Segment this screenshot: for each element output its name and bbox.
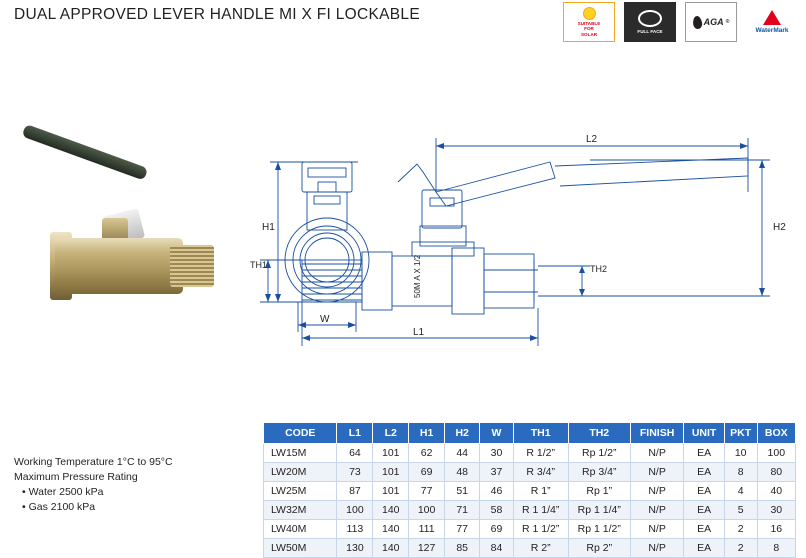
label-h2: H2	[773, 222, 786, 233]
table-row	[264, 482, 796, 501]
cell-box: 16	[757, 520, 795, 539]
cell-h2: 77	[445, 520, 480, 539]
cell-code: LW50M	[264, 539, 337, 558]
cell-unit: EA	[684, 444, 724, 463]
cell-h2: 48	[445, 463, 480, 482]
solar-badge-line3: SOLAR	[580, 31, 598, 37]
product-photo	[10, 140, 230, 330]
page-title: DUAL APPROVED LEVER HANDLE MI X FI LOCKABLE	[14, 6, 420, 23]
cell-l1: 100	[337, 501, 373, 520]
cell-code: LW32M	[264, 501, 337, 520]
flame-icon	[692, 15, 703, 29]
sun-icon	[583, 7, 596, 20]
table-row	[264, 463, 796, 482]
cell-th2: Rp 2”	[568, 539, 630, 558]
technical-drawing-svg	[250, 120, 795, 370]
cell-l1: 73	[337, 463, 373, 482]
cell-l2: 140	[373, 520, 409, 539]
cell-pkt: 2	[724, 520, 757, 539]
valve-lever	[22, 124, 149, 181]
cell-th2: Rp 1/2”	[568, 444, 630, 463]
cell-box: 80	[757, 463, 795, 482]
cell-th1: R 1”	[513, 482, 568, 501]
cell-th2: Rp 1”	[568, 482, 630, 501]
cell-finish: N/P	[630, 539, 684, 558]
cell-l1: 130	[337, 539, 373, 558]
cell-l2: 101	[373, 444, 409, 463]
table-row	[264, 444, 796, 463]
valve-male-thread	[170, 245, 214, 287]
cell-l1: 87	[337, 482, 373, 501]
cell-unit: EA	[684, 520, 724, 539]
table-row	[264, 539, 796, 558]
solar-approval-badge	[563, 2, 615, 42]
solar-badge-line1: SUITABLE	[577, 21, 601, 27]
cell-pkt: 2	[724, 539, 757, 558]
cell-h1: 100	[409, 501, 445, 520]
cell-pkt: 5	[724, 501, 757, 520]
column-header-finish: FINISH	[630, 423, 684, 444]
cell-th1: R 2”	[513, 539, 568, 558]
label-l1: L1	[413, 327, 425, 338]
cell-h1: 77	[409, 482, 445, 501]
cell-h1: 69	[409, 463, 445, 482]
product-notes	[14, 455, 173, 515]
label-body-text: 50M A X 1/2	[413, 254, 422, 298]
full-face-badge-label: FULL FACE	[637, 29, 663, 34]
note-water-pressure: • Water 2500 kPa	[22, 486, 104, 498]
label-l2: L2	[586, 134, 598, 145]
cell-finish: N/P	[630, 482, 684, 501]
cell-th1: R 1 1/4”	[513, 501, 568, 520]
cell-code: LW40M	[264, 520, 337, 539]
cell-h1: 111	[409, 520, 445, 539]
cell-l1: 64	[337, 444, 373, 463]
column-header-pkt: PKT	[724, 423, 757, 444]
cell-pkt: 4	[724, 482, 757, 501]
column-header-h2: H2	[445, 423, 480, 444]
note-working-temperature: Working Temperature 1°C to 95°C	[14, 456, 173, 468]
ring-icon	[638, 10, 662, 27]
table-header-row	[264, 423, 796, 444]
cell-w: 30	[480, 444, 513, 463]
cell-th2: Rp 1 1/4”	[568, 501, 630, 520]
cell-finish: N/P	[630, 463, 684, 482]
column-header-code: CODE	[264, 423, 337, 444]
note-gas-pressure: • Gas 2100 kPa	[22, 501, 96, 513]
column-header-l2: L2	[373, 423, 409, 444]
cell-unit: EA	[684, 539, 724, 558]
table-body	[264, 444, 796, 558]
cell-w: 69	[480, 520, 513, 539]
specification-table	[263, 422, 796, 558]
valve-body	[55, 238, 183, 294]
cell-l2: 140	[373, 501, 409, 520]
cell-l1: 113	[337, 520, 373, 539]
table-row	[264, 520, 796, 539]
cell-h1: 127	[409, 539, 445, 558]
table-row	[264, 501, 796, 520]
cell-th1: R 3/4”	[513, 463, 568, 482]
cell-pkt: 8	[724, 463, 757, 482]
watermark-triangle-icon	[763, 10, 781, 25]
cell-code: LW25M	[264, 482, 337, 501]
column-header-h1: H1	[409, 423, 445, 444]
aga-badge-sup: ®	[725, 19, 730, 25]
label-th2: TH2	[590, 264, 608, 274]
cell-th2: Rp 3/4”	[568, 463, 630, 482]
cell-l2: 101	[373, 482, 409, 501]
cell-l2: 101	[373, 463, 409, 482]
cell-w: 46	[480, 482, 513, 501]
cell-unit: EA	[684, 482, 724, 501]
aga-badge	[685, 2, 737, 42]
column-header-unit: UNIT	[684, 423, 724, 444]
label-h1: H1	[262, 222, 275, 233]
full-face-badge	[624, 2, 676, 42]
cell-w: 84	[480, 539, 513, 558]
cell-th2: Rp 1 1/2”	[568, 520, 630, 539]
cell-box: 8	[757, 539, 795, 558]
cell-th1: R 1 1/2”	[513, 520, 568, 539]
cell-l2: 140	[373, 539, 409, 558]
cell-code: LW20M	[264, 463, 337, 482]
column-header-box: BOX	[757, 423, 795, 444]
column-header-th1: TH1	[513, 423, 568, 444]
label-w: W	[320, 314, 330, 325]
cell-w: 37	[480, 463, 513, 482]
column-header-w: W	[480, 423, 513, 444]
cell-h2: 51	[445, 482, 480, 501]
cell-pkt: 10	[724, 444, 757, 463]
watermark-badge	[746, 2, 798, 42]
column-header-l1: L1	[337, 423, 373, 444]
cell-h2: 71	[445, 501, 480, 520]
approval-badges	[563, 2, 798, 42]
label-th1: TH1	[250, 260, 268, 270]
cell-code: LW15M	[264, 444, 337, 463]
watermark-badge-label: WaterMark	[755, 27, 789, 34]
cell-finish: N/P	[630, 520, 684, 539]
solar-badge-line2: FOR	[584, 26, 594, 32]
aga-badge-label: AGA	[703, 17, 724, 27]
cell-box: 30	[757, 501, 795, 520]
column-header-th2: TH2	[568, 423, 630, 444]
cell-h2: 44	[445, 444, 480, 463]
cell-h1: 62	[409, 444, 445, 463]
note-max-pressure-heading: Maximum Pressure Rating	[14, 471, 138, 483]
technical-drawing	[250, 120, 795, 370]
cell-box: 100	[757, 444, 795, 463]
cell-finish: N/P	[630, 501, 684, 520]
cell-finish: N/P	[630, 444, 684, 463]
cell-w: 58	[480, 501, 513, 520]
cell-box: 40	[757, 482, 795, 501]
cell-unit: EA	[684, 501, 724, 520]
cell-th1: R 1/2”	[513, 444, 568, 463]
cell-unit: EA	[684, 463, 724, 482]
cell-h2: 85	[445, 539, 480, 558]
